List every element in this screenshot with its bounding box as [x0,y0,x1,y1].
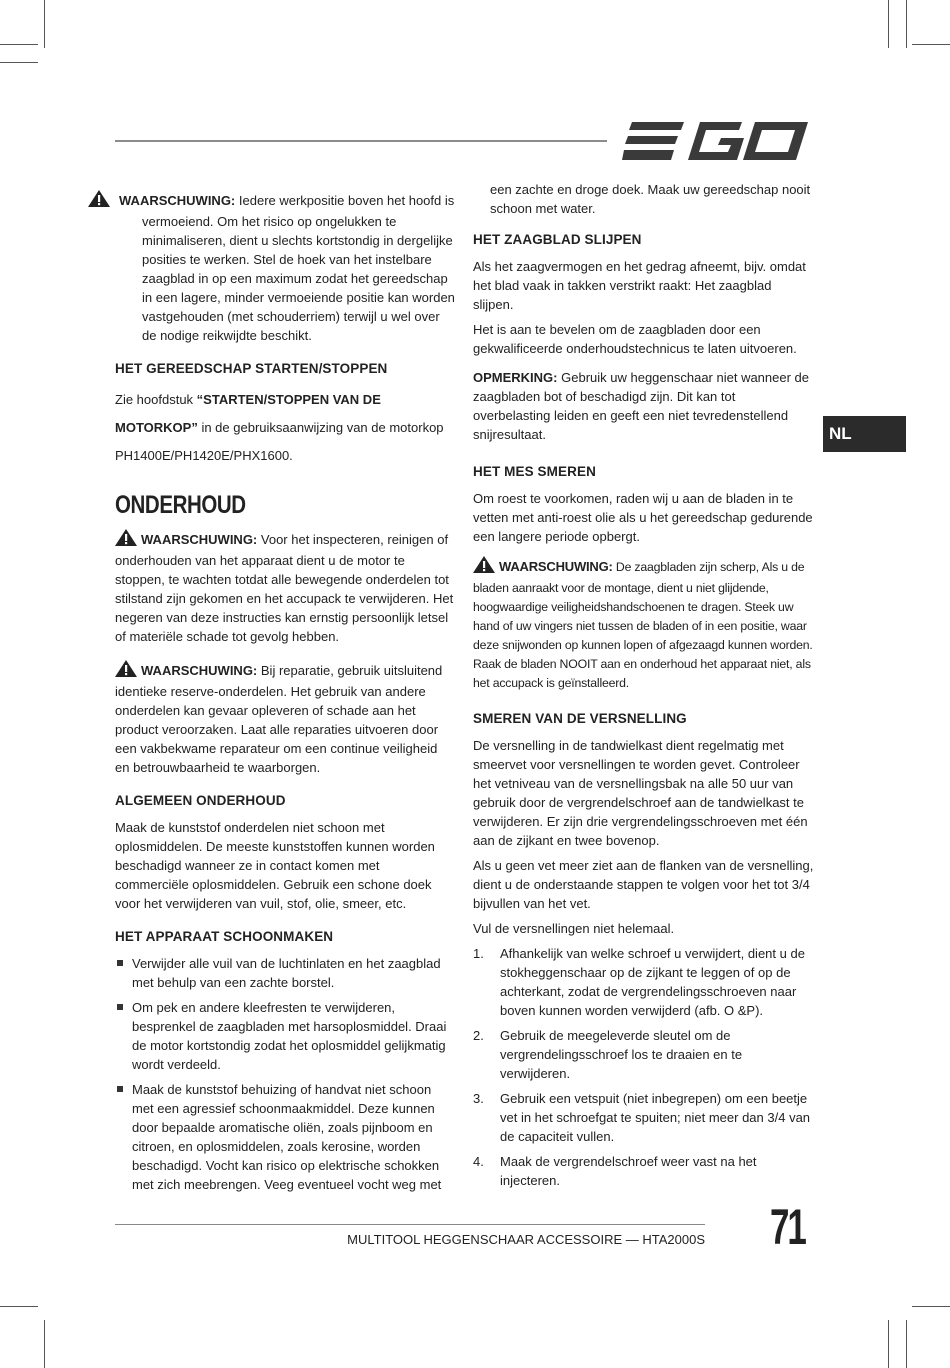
warning-text: De zaagbladen zijn scherp, Als u de bladen aanraakt voor de montage, dient u niet glijdende, hoogwaardige veiligheidshandschoenen te dragen. Steek uw hand of uw vingers niet tussen de bladen of in een positie, waar deze snijwonden op kunnen lopen of afgezaagd kunnen worden. Raak de bladen NOOIT aan en onderhoud het apparaat niet, als het accupack is geïnstalleerd. [473,560,813,690]
crop-mark [0,62,38,63]
bullet-square-icon [117,1004,123,1010]
bullet-square-icon [117,1086,123,1092]
crop-mark [44,1320,45,1368]
step-text: Maak de vergrendelschroef weer vast na het injecteren. [500,1154,757,1188]
step-number: 1. [473,946,484,961]
cleaning-list [115,954,455,1194]
ego-logo [622,118,810,164]
list-item-text: Om pek en andere kleefresten te verwijderen, besprenkel de zaagbladen met harsoplosmiddel. Draai de motor kortstondig zodat het oplosmiddel gelijkmatig wordt verdeeld. [132,1000,447,1072]
warning-text: Iedere werkpositie boven het hoofd is vermoeiend. Om het risico op ongelukken te minimaliseren, dient u slechts kortstondig in dergelijke posities te werken. Stel de hoek van het instelbare zaagblad in op een maximum zodat het gereedschap in een lagere, minder vermoeiende positie kan worden vastgehouden (met schouderriem) terwijl u wel over de nodige reikwijdte beschikt. [142,193,455,343]
page-number: 71 [770,1199,805,1255]
crop-mark [0,1306,38,1307]
crop-mark [888,1320,889,1368]
step-text: Gebruik een vetspuit (niet inbegrepen) om een beetje vet in het schroefgat te spuiten; niet meer dan 3/4 van de capaciteit vullen. [500,1091,811,1144]
crop-mark [906,1320,907,1368]
section-heading-gearbox: SMEREN VAN DE VERSNELLING [473,711,687,726]
step-number: 4. [473,1154,484,1169]
warning-label: WAARSCHUWING: [141,663,258,678]
right-column [473,180,815,1196]
section-heading-general-maintenance: ALGEMEEN ONDERHOUD [115,793,286,808]
crop-mark [888,0,889,48]
section-heading-cleaning: HET APPARAAT SCHOONMAKEN [115,929,334,944]
start-stop-ref-1: “STARTEN/STOPPEN VAN DE [196,392,381,407]
cleaning-continuation: een zachte en droge doek. Maak uw gereedschap nooit schoon met water. [490,182,811,216]
crop-mark [0,44,38,45]
list-item [473,1152,815,1190]
left-column [115,190,455,1200]
gearbox-steps [473,944,815,1190]
crop-mark [906,0,907,48]
warning-text: Bij reparatie, gebruik uitsluitend identieke reserve-onderdelen. Het gebruik van andere onderdelen kan gevaar opleveren of schade aan het product veroorzaken. Laat alle reparaties uitvoeren door een vakbekwame reparateur om een continue veiligheid en betrouwbaarheid te waarborgen. [115,663,443,775]
start-stop-ref-2: MOTORKOP” [115,420,198,435]
warning-triangle-icon [115,660,137,682]
start-stop-intro: Zie hoofdstuk [115,392,194,407]
warning-triangle-icon [473,556,495,579]
header-rule [115,140,607,142]
list-item [473,1026,815,1083]
warning-label: WAARSCHUWING: [119,193,236,208]
warning-repair [115,660,455,777]
warning-blades-sharp [473,556,815,693]
list-item [473,944,815,1020]
language-tab-nl: NL [823,416,906,452]
list-item [115,954,455,992]
step-text: Gebruik de meegeleverde sleutel om de vergrendelingsschroef los te draaien en te verwijderen. [500,1028,743,1081]
warning-overhead [115,190,455,345]
warning-inspection [115,529,455,646]
footer-title: MULTITOOL HEGGENSCHAAR ACCESSOIRE — HTA2000S [347,1232,705,1247]
main-heading-onderhoud: ONDERHOUD [115,491,246,519]
step-text: Afhankelijk van welke schroef u verwijdert, dient u de stokheggenschaar op de zijkant te leggen of op de achterkant, zodat de vergrendelingsschroeven naar boven kunnen worden verwijderd (afb. O &P). [500,946,805,1018]
list-item [115,998,455,1074]
section-heading-lubricate: HET MES SMEREN [473,464,596,479]
start-stop-paragraph [115,386,455,470]
warning-label: WAARSCHUWING: [141,532,258,547]
gearbox-paragraph-2: Als u geen vet meer ziet aan de flanken van de versnelling, dient u de onderstaande stappen te volgen voor het tot 3/4 bijvullen van het vet. [473,858,814,911]
note-text: Gebruik uw heggenschaar niet wanneer de zaagbladen bot of beschadigd zijn. Dit kan tot overbelasting leiden en geeft een niet tevredenstellend snijresultaat. [473,370,810,442]
sharpen-paragraph-1: Als het zaagvermogen en het gedrag afneemt, bijv. omdat het blad vaak in takken verstrikt raakt: Het zaagblad slijpen. [473,259,806,312]
section-heading-sharpen: HET ZAAGBLAD SLIJPEN [473,232,642,247]
footer-rule [115,1224,705,1225]
crop-mark [912,1306,950,1307]
note-label: OPMERKING: [473,370,558,385]
warning-triangle-icon [115,529,137,551]
gearbox-paragraph-3: Vul de versnellingen niet helemaal. [473,921,675,936]
crop-mark [912,44,950,45]
step-number: 2. [473,1028,484,1043]
lubricate-text: Om roest te voorkomen, raden wij u aan de bladen in te vetten met anti-roest olie als u het gereedschap gedurende een langere periode opbergt. [473,491,813,544]
general-maintenance-text: Maak de kunststof onderdelen niet schoon met oplosmiddelen. De meeste kunststoffen kunnen worden beschadigd wanneer ze in contact komen met commerciële oplosmiddelen. Gebruik een schone doek voor het verwijderen van vuil, stof, olie, smeer, etc. [115,820,435,911]
warning-text: Voor het inspecteren, reinigen of onderhouden van het apparaat dient u de motor te stoppen, te wachten totdat alle bewegende onderdelen tot stilstand zijn gekomen en het accupack te verwijderen. Het negeren van deze instructies kan ernstig persoonlijk letsel of materiële schade tot gevolg hebben. [115,532,454,644]
list-item [473,1089,815,1146]
warning-label: WAARSCHUWING: [499,559,613,574]
bullet-square-icon [117,960,123,966]
list-item [115,1080,455,1194]
crop-mark [44,0,45,48]
section-heading-start-stop: HET GEREEDSCHAP STARTEN/STOPPEN [115,361,388,376]
start-stop-rest: in de gebruiksaanwijzing van de motorkop PH1400E/PH1420E/PHX1600. [115,420,444,463]
gearbox-paragraph-1: De versnelling in de tandwielkast dient regelmatig met smeervet voor versnellingen te worden gevet. Controleer het vetniveau van de versnellingsbak na alle 50 uur van gebruik door de vergrendelschroef aan de tandwielkast te verwijderen. Er zijn drie vergrendelingsschroeven met één aan de zijkant en twee bovenop. [473,738,808,848]
sharpen-paragraph-2: Het is aan te bevelen om de zaagbladen door een gekwalificeerde onderhoudstechnicus te laten uitvoeren. [473,322,797,356]
list-item-text: Maak de kunststof behuizing of handvat niet schoon met een agressief schoonmaakmiddel. Deze kunnen door bepaalde aromatische oliën, zoals pijnboom en citroen, en oplosmiddelen, zoals kerosine, worden beschadigd. Vocht kan risico op elektrische schokken met zich meebrengen. Veeg eventueel vocht weg met [132,1082,442,1192]
list-item-text: Verwijder alle vuil van de luchtinlaten en het zaagblad met behulp van een zachte borstel. [132,956,441,990]
sharpen-note [473,368,815,444]
step-number: 3. [473,1091,484,1106]
